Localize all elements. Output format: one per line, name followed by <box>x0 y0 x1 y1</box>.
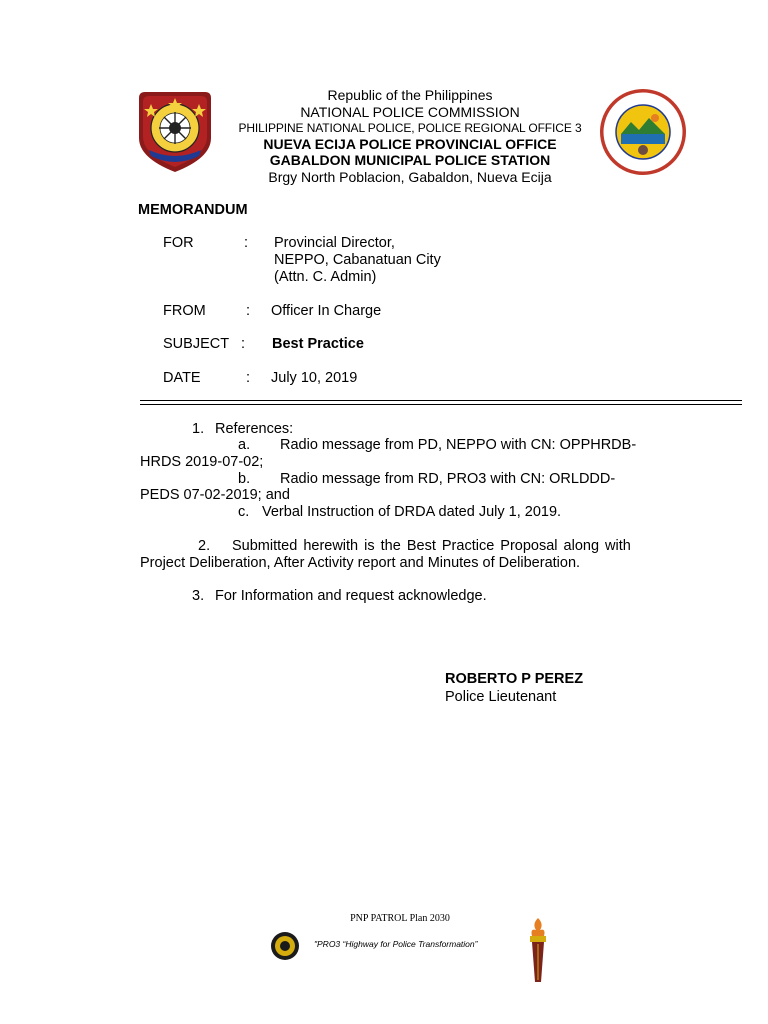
pnp-seal-icon <box>137 88 213 174</box>
ref-a-text: Radio message from PD, NEPPO with CN: OPPHRDB- <box>280 437 637 453</box>
ref-a-letter: a. <box>238 437 251 453</box>
signatory-rank: Police Lieutenant <box>445 689 557 705</box>
memo-date-label: DATE <box>163 370 201 386</box>
memo-divider <box>140 400 742 401</box>
header-police-station: GABALDON MUNICIPAL POLICE STATION <box>269 152 551 168</box>
memo-for-label: FOR <box>163 235 194 251</box>
memo-for-line2: NEPPO, Cabanatuan City <box>274 252 441 268</box>
memo-for-line1: Provincial Director, <box>274 235 395 251</box>
para1-number: 1. <box>192 421 205 437</box>
header-republic: Republic of the Philippines <box>327 87 493 103</box>
footer-title: PNP PATROL Plan 2030 <box>350 913 450 924</box>
memo-subject-colon: : <box>241 336 246 352</box>
para3-number: 3. <box>192 588 205 604</box>
para3-text: For Information and request acknowledge. <box>215 588 487 604</box>
ref-b-letter: b. <box>238 471 251 487</box>
torch-icon <box>524 916 552 984</box>
ref-c-text: Verbal Instruction of DRDA dated July 1, 2019. <box>262 504 562 520</box>
pnp-badge-icon <box>270 931 300 961</box>
memo-for-line3: (Attn. C. Admin) <box>274 269 377 285</box>
memo-from-value: Officer In Charge <box>271 303 382 319</box>
header-napolcom: NATIONAL POLICE COMMISSION <box>300 104 520 120</box>
gabaldon-seal-icon <box>599 88 687 176</box>
memo-date-value: July 10, 2019 <box>271 370 358 386</box>
footer-tagline: "PRO3 “Highway for Police Transformation” <box>314 939 478 949</box>
para1-text: References: <box>215 421 294 437</box>
para2-continuation: Project Deliberation, After Activity report and Minutes of Deliberation. <box>140 555 581 571</box>
memo-from-colon: : <box>246 303 251 319</box>
ref-a-continuation: HRDS 2019-07-02; <box>140 454 264 470</box>
header-address: Brgy North Poblacion, Gabaldon, Nueva Ecija <box>268 169 552 185</box>
memo-subject-label: SUBJECT <box>163 336 230 352</box>
para2-text: Submitted herewith is the Best Practice Proposal along with <box>232 538 631 554</box>
signatory-name: ROBERTO P PEREZ <box>445 671 584 687</box>
memo-from-label: FROM <box>163 303 206 319</box>
memo-date-colon: : <box>246 370 251 386</box>
header-provincial-office: NUEVA ECIJA POLICE PROVINCIAL OFFICE <box>263 136 557 152</box>
memo-subject-value: Best Practice <box>272 336 364 352</box>
ref-b-text: Radio message from RD, PRO3 with CN: ORLDDD- <box>280 471 616 487</box>
ref-b-continuation: PEDS 07-02-2019; and <box>140 487 290 503</box>
header-pnp-region: PHILIPPINE NATIONAL POLICE, POLICE REGIONAL OFFICE 3 <box>238 121 582 135</box>
memo-heading: MEMORANDUM <box>138 202 248 218</box>
memo-for-colon: : <box>244 235 249 251</box>
para2-number: 2. <box>198 538 211 554</box>
memo-divider-second <box>140 404 742 405</box>
ref-c-letter: c. <box>238 504 250 520</box>
